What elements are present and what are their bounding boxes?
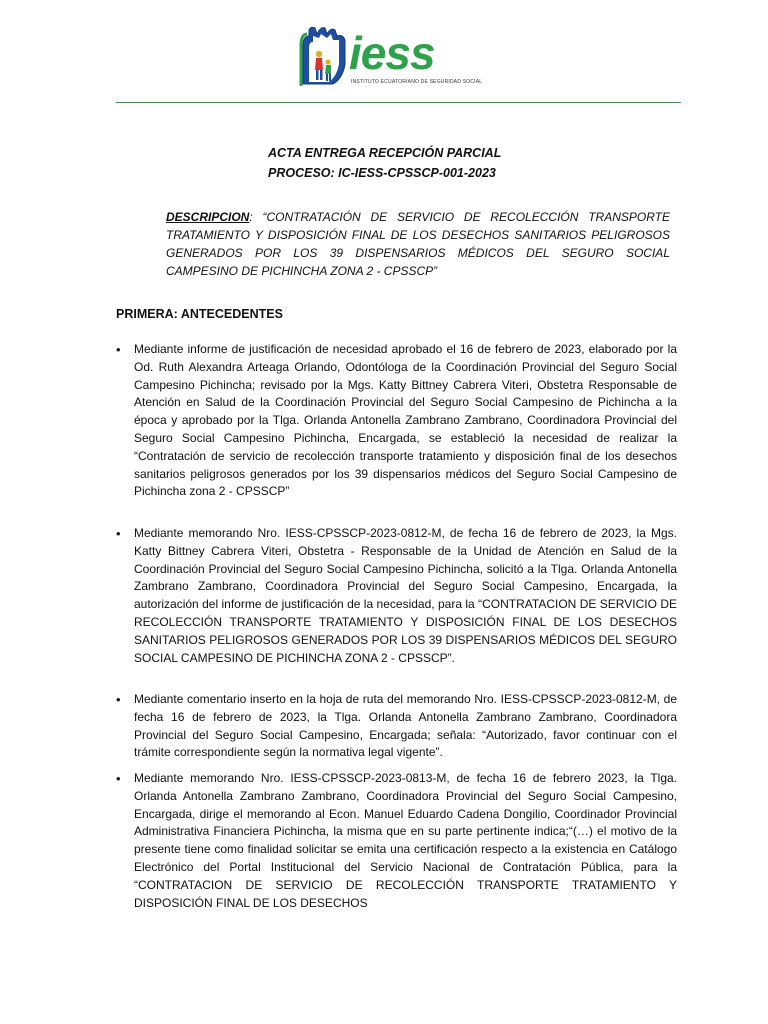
- list-item-text: Mediante memorando Nro. IESS-CPSSCP-2023-0812-M, de fecha 16 de febrero de 2023, la Mgs. Katty Bittney Cabrera Viteri, Obstetra - Responsable de la Unidad de Atención en Salud de la Coordinación Provincial del Seguro Social Campesino Pichincha, solicitó a la Tlga. Orlanda Antonella Zambrano Zambrano, Coordinadora Provincial del Seguro Social Campesino, Encargada, la autorización del informe de justificación de la necesidad, para la “CONTRATACION DE SERVICIO DE RECOLECCIÓN TRANSPORTE TRATAMIENTO Y DISPOSICIÓN FINAL DE LOS DESECHOS SANITARIOS PELIGROSOS GENERADOS POR LOS 39 DISPENSARIOS MÉDICOS DEL SEGURO SOCIAL CAMPESINO DE PICHINCHA ZONA 2 - CPSSCP”.: [134, 526, 677, 665]
- bullet-icon: •: [116, 342, 121, 357]
- document-title: ACTA ENTREGA RECEPCIÓN PARCIAL: [268, 146, 502, 160]
- iess-logo: [297, 24, 483, 94]
- logo-subtitle: INSTITUTO ECUATORIANO DE SEGURIDAD SOCIAL: [351, 79, 483, 85]
- bullet-icon: •: [116, 692, 121, 707]
- list-item: [116, 770, 677, 912]
- list-item-text: Mediante comentario inserto en la hoja de ruta del memorando Nro. IESS-CPSSCP-2023-0812-M, de fecha 16 de febrero de 2023, la Tlga. Orlanda Antonella Zambrano Zambrano, Coordinadora Provincial del Seguro Social Campesino, Encargada; señala: “Autorizado, favor continuar con el trámite correspondiente según la normativa legal vigente”.: [134, 692, 677, 760]
- page-header: [0, 0, 768, 110]
- description-paragraph: [166, 208, 670, 280]
- process-code: PROCESO: IC-IESS-CPSSCP-001-2023: [268, 166, 496, 180]
- bullet-icon: •: [116, 526, 121, 541]
- list-item: [116, 691, 677, 762]
- logo-wordmark: iess: [349, 27, 435, 79]
- bullet-icon: •: [116, 771, 121, 786]
- list-item-text: Mediante memorando Nro. IESS-CPSSCP-2023-0813-M, de fecha 16 de febrero 2023, la Tlga. Orlanda Antonella Zambrano Zambrano, Coordinadora Provincial del Seguro Social Campesino, Encargada, dirige el memorando al Econ. Manuel Eduardo Cadena Dongilio, Coordinador Provincial Administrativa Financiera Pichincha, la misma que en su parte pertinente indica;“(…) el motivo de la presente tiene como finalidad solicitar se emita una certificación respecto a la existencia en Catálogo Electrónico del Portal Institucional del Servicio Nacional de Contratación Pública, para la “CONTRATACION DE SERVICIO DE RECOLECCIÓN TRANSPORTE TRATAMIENTO Y DISPOSICIÓN FINAL DE LOS DESECHOS: [134, 771, 677, 910]
- document-title-block: [268, 143, 501, 183]
- list-item: [116, 525, 677, 667]
- description-label: DESCRIPCION: [166, 210, 250, 224]
- hand-family-emblem-icon: [297, 24, 353, 90]
- list-item-text: Mediante informe de justificación de necesidad aprobado el 16 de febrero de 2023, elaborado por la Od. Ruth Alexandra Arteaga Orlando, Odontóloga de la Coordinación Provincial del Seguro Social Campesino Pichincha; revisado por la Mgs. Katty Bittney Cabrera Viteri, Obstetra Responsable de Atención en Salud de la Coordinación Provincial del Seguro Social Campesino de Pichincha a la época y aprobado por la Tlga. Orlanda Antonella Zambrano Zambrano, Coordinadora Provincial del Seguro Social Campesino Pichincha, Encargada, se estableció la necesidad de realizar la “Contratación de servicio de recolección transporte tratamiento y disposición final de los desechos sanitarios peligrosos generados por los 39 dispensarios médicos del Seguro Social Campesino de Pichincha zona 2 - CPSSCP”: [134, 342, 677, 499]
- header-divider: [116, 102, 681, 103]
- description-text: : “CONTRATACIÓN DE SERVICIO DE RECOLECCIÓN TRANSPORTE TRATAMIENTO Y DISPOSICIÓN FINAL DE LOS DESECHOS SANITARIOS PELIGROSOS GENERADOS POR LOS 39 DISPENSARIOS MÉDICOS DEL SEGURO SOCIAL CAMPESINO DE PICHINCHA ZONA 2 - CPSSCP”: [166, 210, 670, 278]
- section-heading: PRIMERA: ANTECEDENTES: [116, 307, 283, 321]
- list-item: [116, 341, 677, 501]
